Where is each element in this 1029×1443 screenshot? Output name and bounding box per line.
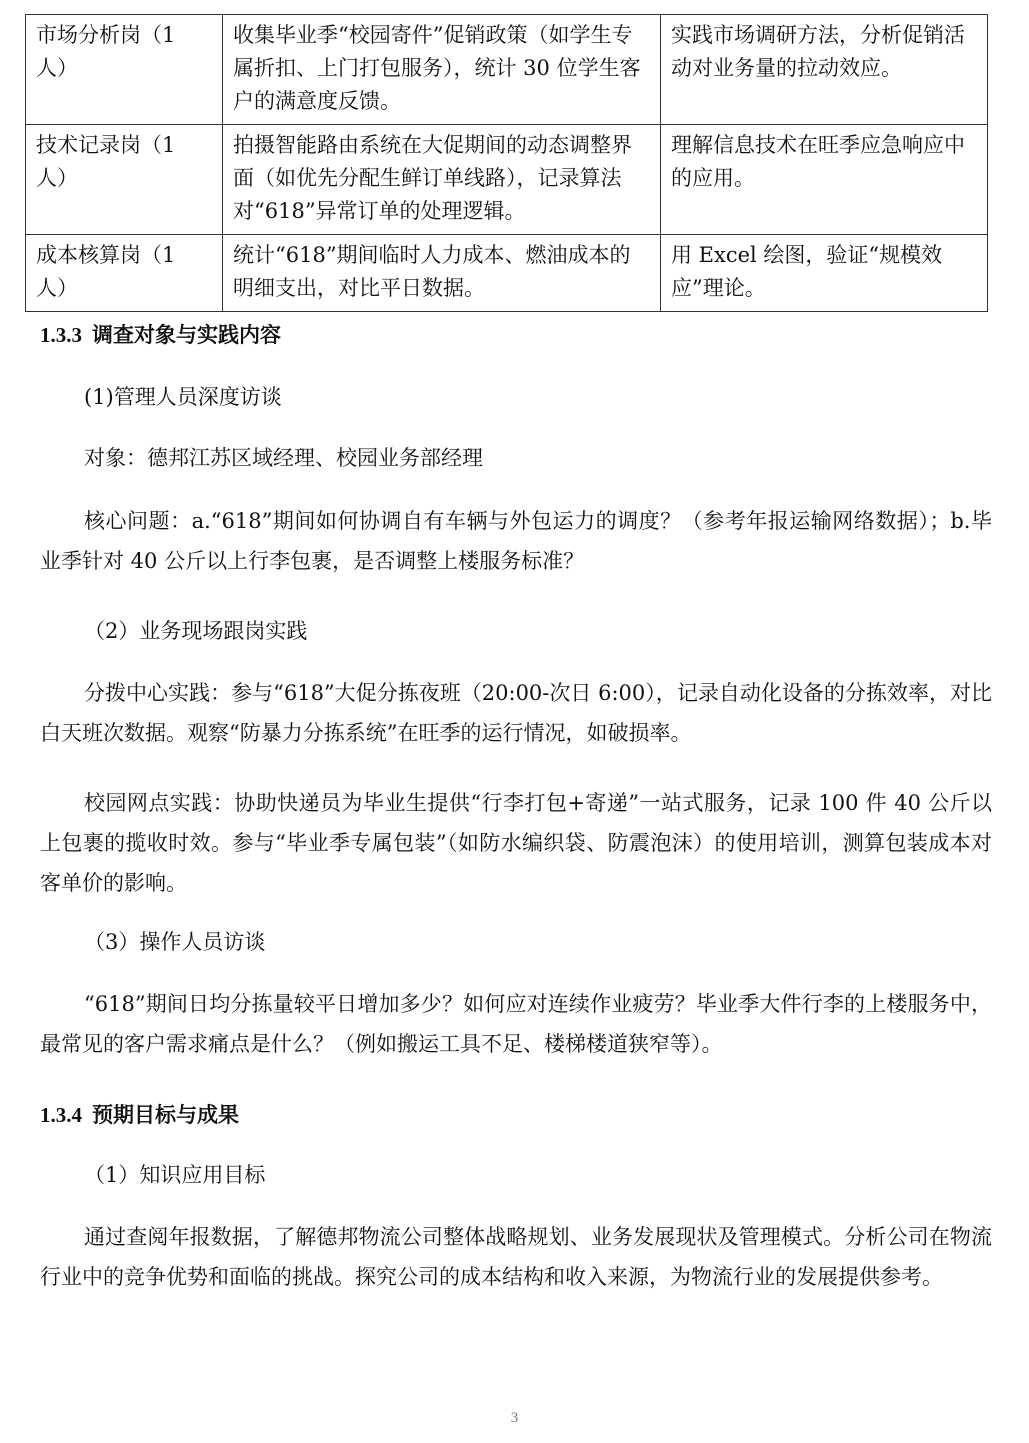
role-cell: 成本核算岗（1 人） <box>26 235 223 312</box>
table-row <box>26 125 988 235</box>
subheading-field-practice: （2）业务现场跟岗实践 <box>84 619 308 643</box>
goal-cell: 用 Excel 绘图，验证“规模效应”理论。 <box>661 235 988 312</box>
paragraph-campus-outlet: 校园网点实践：协助快递员为毕业生提供“行李打包+寄递”一站式服务，记录 100 件 40 公斤以上包裹的揽收时效。参与“毕业季专属包装”（如防水编织袋、防震泡沫）的使用培训，测算包装成本对客单价的影响。 <box>40 791 992 895</box>
task-cell: 收集毕业季“校园寄件”促销政策（如学生专属折扣、上门打包服务），统计 30 位学生客户的满意度反馈。 <box>223 15 661 125</box>
paragraph-sorting-center: 分拨中心实践：参与“618”大促分拣夜班（20:00-次日 6:00），记录自动化设备的分拣效率，对比白天班次数据。观察“防暴力分拣系统”在旺季的运行情况，如破损率。 <box>40 681 992 745</box>
section-number: 1.3.3 <box>40 323 82 347</box>
role-cell: 市场分析岗（1 人） <box>26 15 223 125</box>
table-row <box>26 235 988 312</box>
paragraph-operator-questions: “618”期间日均分拣量较平日增加多少？如何应对连续作业疲劳？毕业季大件行李的上楼服务中，最常见的客户需求痛点是什么？（例如搬运工具不足、楼梯楼道狭窄等）。 <box>40 992 992 1056</box>
section-heading-1-3-4 <box>40 1100 239 1130</box>
paragraph-core-questions: 核心问题：a.“618”期间如何协调自有车辆与外包运力的调度？（参考年报运输网络数据）；b.毕业季针对 40 公斤以上行李包裹，是否调整上楼服务标准？ <box>40 509 992 573</box>
roles-table <box>25 14 988 312</box>
subheading-knowledge-goal: （1）知识应用目标 <box>84 1163 266 1187</box>
role-cell: 技术记录岗（1 人） <box>26 125 223 235</box>
subheading-operator-interviews: （3）操作人员访谈 <box>84 930 266 954</box>
task-cell: 统计“618”期间临时人力成本、燃油成本的明细支出，对比平日数据。 <box>223 235 661 312</box>
section-title: 调查对象与实践内容 <box>92 322 281 347</box>
section-heading-1-3-3 <box>40 320 281 350</box>
task-cell: 拍摄智能路由系统在大促期间的动态调整界面（如优先分配生鲜订单线路），记录算法对“618”异常订单的处理逻辑。 <box>223 125 661 235</box>
paragraph-target: 对象：德邦江苏区域经理、校园业务部经理 <box>84 446 483 470</box>
page-number: 3 <box>510 1410 519 1426</box>
goal-cell: 实践市场调研方法，分析促销活动对业务量的拉动效应。 <box>661 15 988 125</box>
goal-cell: 理解信息技术在旺季应急响应中的应用。 <box>661 125 988 235</box>
table-row <box>26 15 988 125</box>
subheading-interviews: (1)管理人员深度访谈 <box>84 385 282 409</box>
section-number: 1.3.4 <box>40 1103 82 1127</box>
section-title: 预期目标与成果 <box>92 1102 239 1127</box>
paragraph-knowledge-goal: 通过查阅年报数据，了解德邦物流公司整体战略规划、业务发展现状及管理模式。分析公司在物流行业中的竞争优势和面临的挑战。探究公司的成本结构和收入来源，为物流行业的发展提供参考。 <box>40 1225 992 1289</box>
